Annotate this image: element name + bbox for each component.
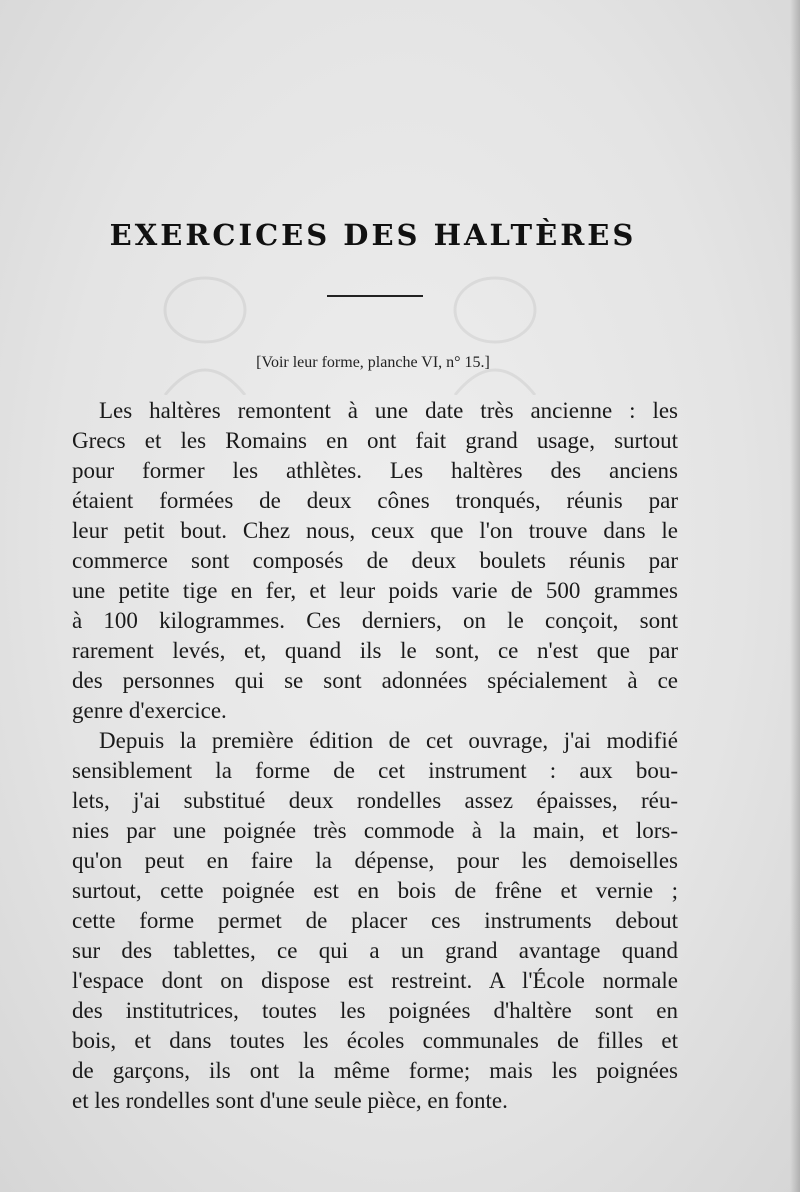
text-line: qu'on peut en faire la dépense, pour les demoiselles xyxy=(72,848,678,873)
plate-reference: [Voir leur forme, planche VI, n° 15.] xyxy=(256,354,490,371)
text-line: sensiblement la forme de cet instrument : aux bou- xyxy=(72,758,678,783)
text-line: Les haltères remontent à une date très ancienne : les xyxy=(99,398,678,423)
text-line: et les rondelles sont d'une seule pièce, en fonte. xyxy=(72,1088,508,1113)
chapter-title: EXERCICES DES HALTÈRES xyxy=(109,218,637,252)
text-line: l'espace dont on dispose est restreint. A l'École normale xyxy=(72,968,678,993)
text-line: surtout, cette poignée est en bois de frêne et vernie ; xyxy=(72,878,678,903)
text-line: Grecs et les Romains en ont fait grand usage, surtout xyxy=(72,428,678,453)
title-divider xyxy=(327,295,423,297)
text-line: commerce sont composés de deux boulets réunis par xyxy=(72,548,678,573)
text-line: étaient formées de deux cônes tronqués, réunis par xyxy=(72,488,678,513)
text-line: cette forme permet de placer ces instruments debout xyxy=(72,908,678,933)
text-line: lets, j'ai substitué deux rondelles assez épaisses, réu- xyxy=(72,788,678,813)
text-line: des institutrices, toutes les poignées d'haltère sont en xyxy=(72,998,678,1023)
text-line: bois, et dans toutes les écoles communales de filles et xyxy=(72,1028,678,1053)
text-line: à 100 kilogrammes. Ces derniers, on le conçoit, sont xyxy=(72,608,678,633)
body-text xyxy=(72,396,678,1116)
paragraph xyxy=(72,726,678,1116)
text-line: une petite tige en fer, et leur poids varie de 500 grammes xyxy=(72,578,678,603)
text-line: Depuis la première édition de cet ouvrage, j'ai modifié xyxy=(99,728,678,753)
text-line: rarement levés, et, quand ils le sont, ce n'est que par xyxy=(72,638,678,663)
text-line: sur des tablettes, ce qui a un grand avantage quand xyxy=(72,938,678,963)
page-edge-shadow xyxy=(790,0,800,1192)
text-line: nies par une poignée très commode à la main, et lors- xyxy=(72,818,678,843)
text-line: leur petit bout. Chez nous, ceux que l'on trouve dans le xyxy=(72,518,678,543)
paragraph xyxy=(72,396,678,726)
text-line: pour former les athlètes. Les haltères des anciens xyxy=(72,458,678,483)
text-line: de garçons, ils ont la même forme; mais les poignées xyxy=(72,1058,678,1083)
text-line: genre d'exercice. xyxy=(72,698,227,723)
text-line: des personnes qui se sont adonnées spécialement à ce xyxy=(72,668,678,693)
